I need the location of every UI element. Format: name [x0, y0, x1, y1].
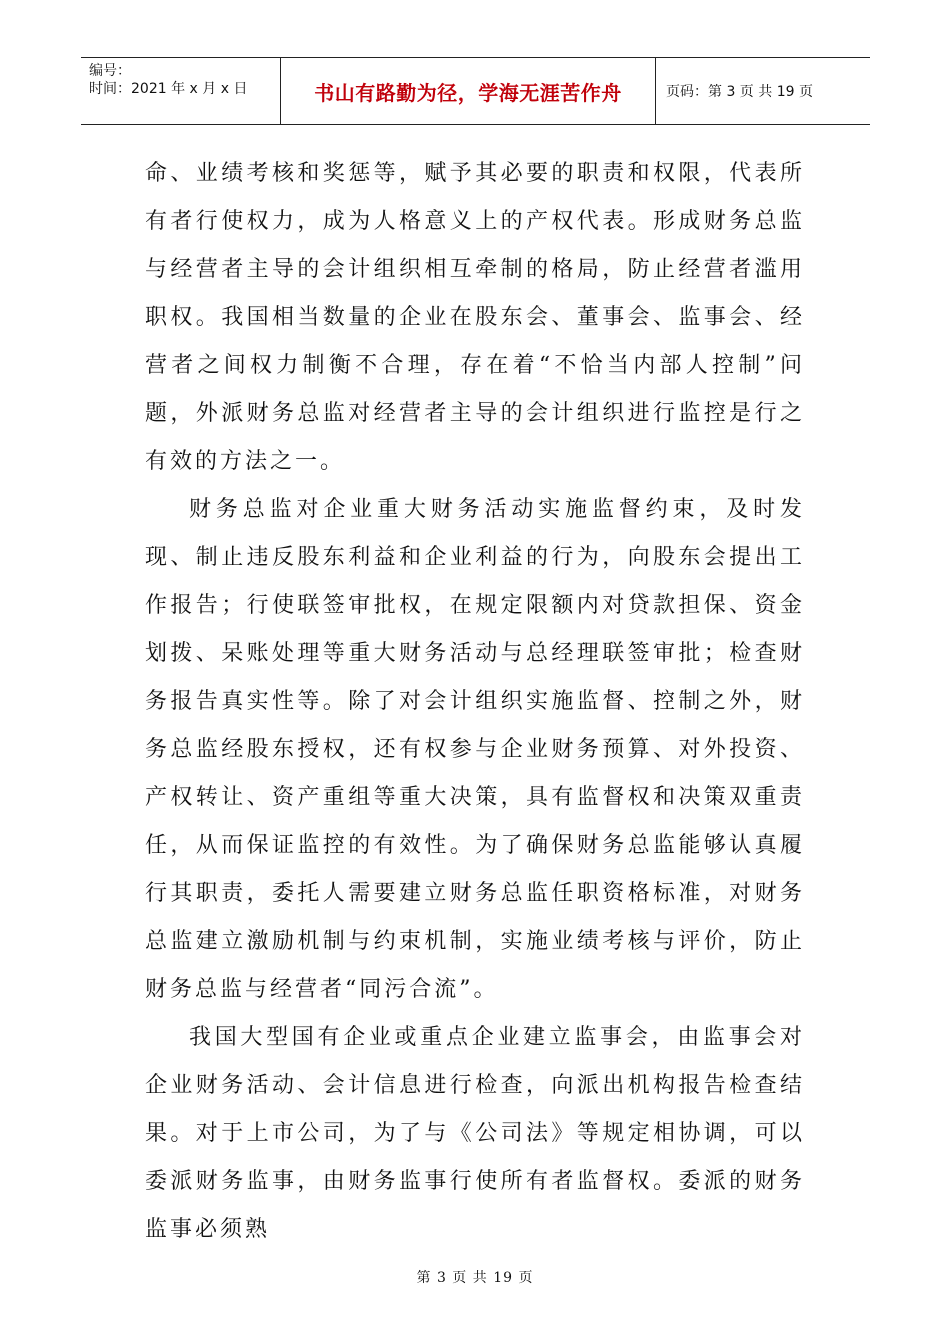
- time-label: 时间：2021 年 x 月 x 日: [89, 81, 248, 97]
- paragraph-continued: 命、业绩考核和奖惩等，赋予其必要的职责和权限，代表所有者行使权力，成为人格意义上的产权代表。形成财务总监与经营者主导的会计组织相互牵制的格局，防止经营者滥用职权。我国相当数量的企业在股东会、董事会、监事会、经营者之间权力制衡不合理，存在着“不恰当内部人控制”问题，外派财务总监对经营者主导的会计组织进行监控是行之有效的方法之一。: [145, 161, 805, 474]
- header-page-info: 页码：第 3 页 共 19 页: [666, 84, 813, 100]
- header-meta: [81, 58, 281, 124]
- document-body: [145, 150, 805, 1254]
- page-footer: 第 3 页 共 19 页: [416, 1270, 534, 1286]
- paragraph: 我国大型国有企业或重点企业建立监事会，由监事会对企业财务活动、会计信息进行检查，向派出机构报告检查结果。对于上市公司，为了与《公司法》等规定相协调，可以委派财务监事，由财务监事行使所有者监督权。委派的财务监事必须熟: [145, 1025, 805, 1242]
- header-motto: 书山有路勤为径，学海无涯苦作舟: [281, 58, 656, 124]
- number-label: 编号：: [89, 63, 131, 79]
- paragraph: 财务总监对企业重大财务活动实施监督约束，及时发现、制止违反股东利益和企业利益的行为，向股东会提出工作报告；行使联签审批权，在规定限额内对贷款担保、资金划拨、呆账处理等重大财务活动与总经理联签审批；检查财务报告真实性等。除了对会计组织实施监督、控制之外，财务总监经股东授权，还有权参与企业财务预算、对外投资、产权转让、资产重组等重大决策，具有监督权和决策双重责任，从而保证监控的有效性。为了确保财务总监能够认真履行其职责，委托人需要建立财务总监任职资格标准，对财务总监建立激励机制与约束机制，实施业绩考核与评价，防止财务总监与经营者“同污合流”。: [145, 497, 805, 1002]
- page-header: [81, 57, 870, 125]
